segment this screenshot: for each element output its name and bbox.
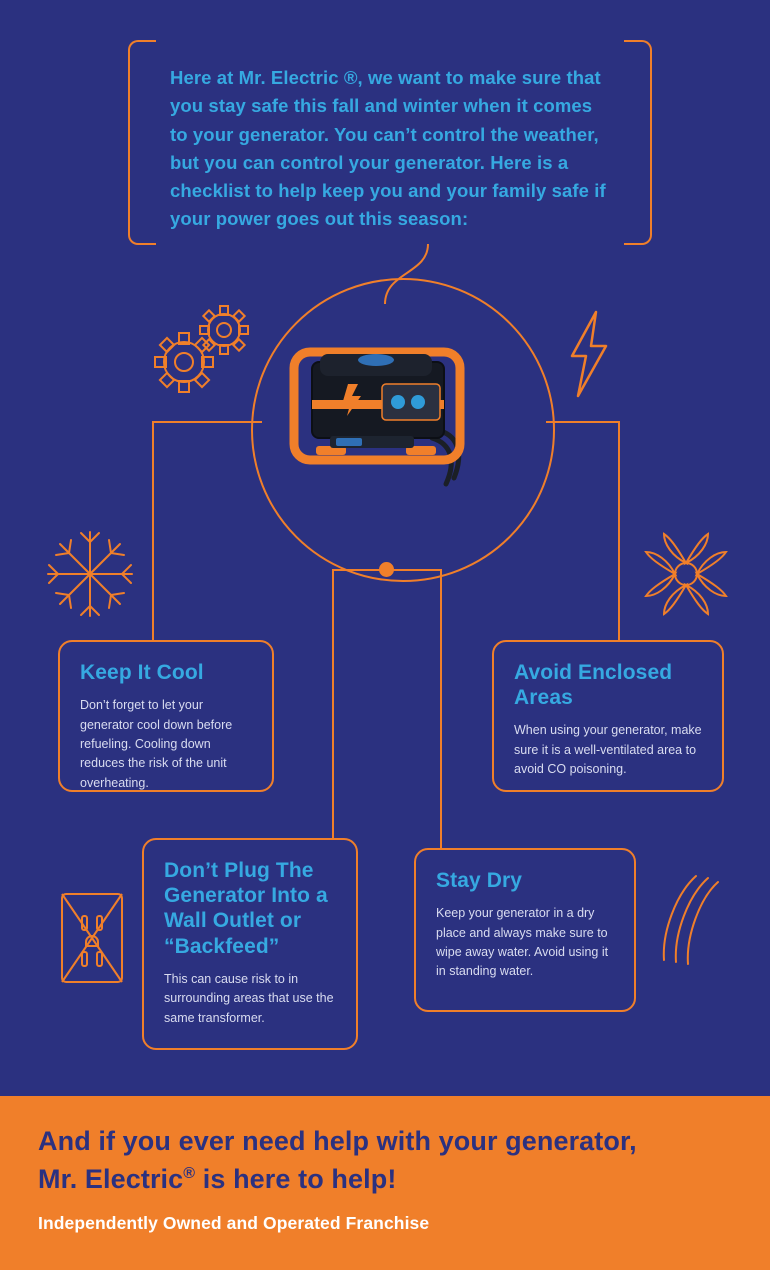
connector-center-left-vertical	[332, 570, 334, 838]
intro-callout	[128, 40, 652, 245]
gears-icon	[152, 300, 262, 400]
wall-outlet-icon	[58, 890, 126, 986]
footer-headline	[38, 1122, 732, 1199]
intro-bracket-left	[128, 40, 156, 245]
card-title: Don’t Plug The Generator Into a Wall Outlet or “Backfeed”	[164, 859, 328, 958]
footer-banner	[0, 1096, 770, 1270]
footer-headline-line1: And if you ever need help with your generator,	[38, 1126, 637, 1156]
hero-anchor-dot	[379, 562, 394, 577]
snowflake-icon	[44, 528, 136, 620]
connector-right-vertical	[618, 422, 620, 642]
card-title: Stay Dry	[436, 869, 523, 892]
intro-bracket-right	[624, 40, 652, 245]
registered-mark: ®	[183, 1165, 196, 1183]
portable-generator-illustration	[286, 338, 476, 493]
card-body: Don’t forget to let your generator cool down before refueling. Cooling down reduces the risk of the unit overheating.	[80, 698, 233, 790]
card-stay-dry	[414, 848, 636, 1012]
card-avoid-enclosed-areas	[492, 640, 724, 792]
footer-brand: Mr. Electric	[38, 1164, 184, 1195]
card-body: Keep your generator in a dry place and always make sure to wipe away water. Avoid using it in standing water.	[436, 906, 609, 979]
connector-right-horizontal	[546, 421, 620, 423]
card-body: When using your generator, make sure it is a well-ventilated area to avoid CO poisoning.	[514, 723, 702, 777]
card-body: This can cause risk to in surrounding areas that use the same transformer.	[164, 971, 334, 1025]
card-title: Keep It Cool	[80, 661, 204, 684]
intro-text: Here at Mr. Electric ®, we want to make sure that you stay safe this fall and winter when it comes to your generator. You can’t control the weather, but you can control your generator. Here is a checklist to help keep you and your family safe if your power goes out this season:	[170, 67, 606, 230]
card-dont-plug-into-wall-outlet	[142, 838, 358, 1050]
card-keep-it-cool	[58, 640, 274, 792]
connector-center-right-vertical	[440, 570, 442, 848]
footer-headline-line2-post: is here to help!	[195, 1164, 397, 1195]
sun-icon	[640, 528, 732, 620]
connector-left-horizontal	[152, 421, 262, 423]
card-title: Avoid Enclosed Areas	[514, 661, 673, 710]
connector-left-vertical	[152, 422, 154, 642]
wind-icon	[654, 872, 720, 968]
footer-subline: Independently Owned and Operated Franchise	[38, 1212, 430, 1233]
lightning-bolt-icon	[566, 310, 612, 398]
